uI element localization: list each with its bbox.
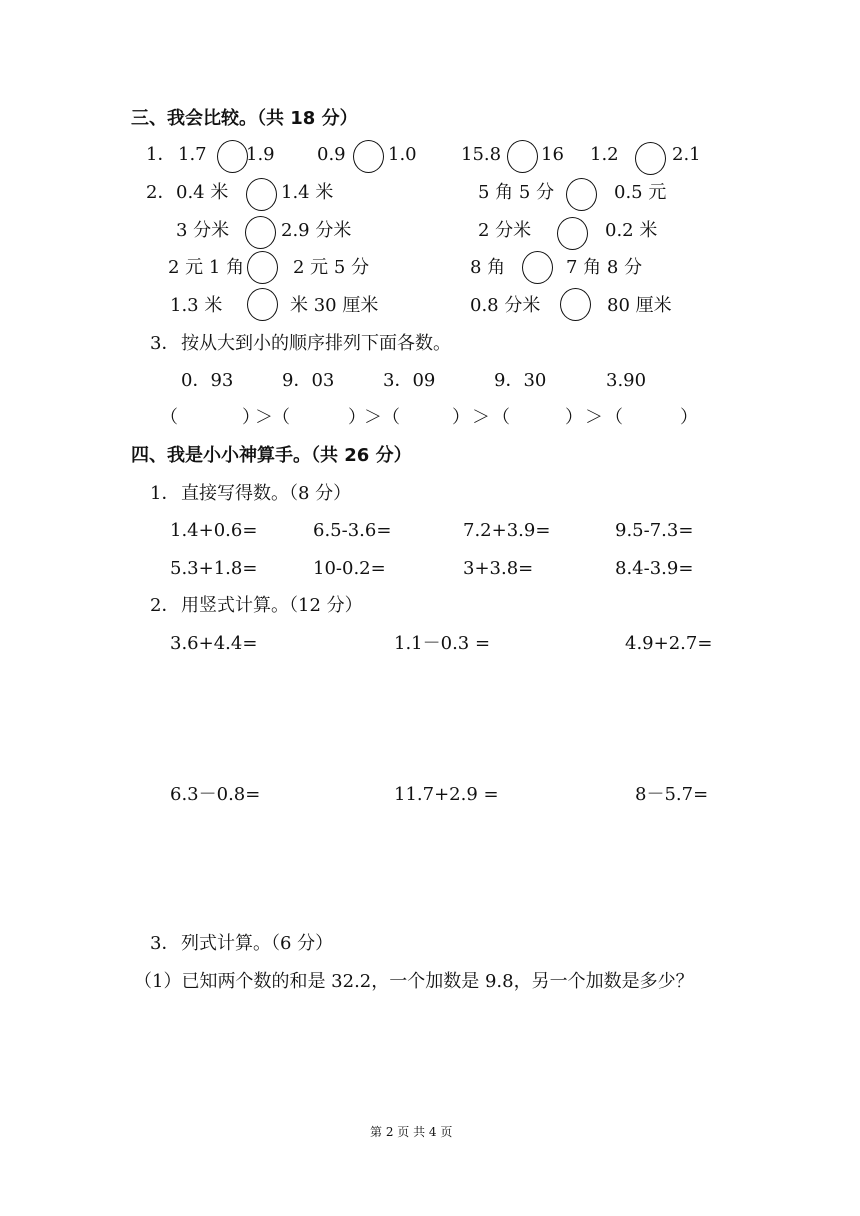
q2-r4-b-right: 80 厘米 bbox=[607, 295, 672, 316]
q2-r2-b-left: 2 分米 bbox=[478, 220, 532, 241]
blank-close: ） bbox=[565, 407, 583, 428]
number-item: 3．09 bbox=[383, 370, 436, 391]
s4-q3-prompt: 列式计算。（6 分） bbox=[181, 933, 334, 954]
blank-close: ） bbox=[452, 407, 470, 428]
s4-q3-label: 3． bbox=[150, 933, 180, 954]
vertical-calc-item: 11.7+2.9 = bbox=[394, 784, 499, 805]
mental-math-item: 10-0.2= bbox=[313, 558, 386, 579]
number-item: 0．93 bbox=[181, 370, 234, 391]
number-item: 9．03 bbox=[282, 370, 335, 391]
compare-circle[interactable] bbox=[522, 251, 553, 284]
vertical-calc-item: 6.3－0.8= bbox=[170, 784, 261, 805]
compare-circle[interactable] bbox=[246, 178, 277, 211]
q2-r4-a-left: 1.3 米 bbox=[170, 295, 223, 316]
q1-item1-right: 1.9 bbox=[246, 144, 275, 165]
mental-math-item: 6.5-3.6= bbox=[313, 520, 392, 541]
page-footer: 第 2 页 共 4 页 bbox=[370, 1125, 453, 1139]
q2-r3-a-left: 2 元 1 角 bbox=[168, 257, 245, 278]
s4-q2-prompt: 用竖式计算。（12 分） bbox=[181, 595, 363, 616]
mental-math-item: 8.4-3.9= bbox=[615, 558, 694, 579]
q2-r3-b-right: 7 角 8 分 bbox=[566, 257, 643, 278]
section-3-title: 三、我会比较。（共 18 分） bbox=[131, 108, 358, 129]
q2-r2-a-left: 3 分米 bbox=[176, 220, 230, 241]
blank-open: （ bbox=[382, 407, 400, 428]
greater-than: ＞ bbox=[585, 407, 603, 428]
q2-r2-a-right: 2.9 分米 bbox=[281, 220, 352, 241]
q2-r1-a-right: 1.4 米 bbox=[281, 182, 334, 203]
q1-item2-left: 0.9 bbox=[317, 144, 346, 165]
mental-math-item: 9.5-7.3= bbox=[615, 520, 694, 541]
blank-close: ） bbox=[242, 407, 260, 428]
q1-label: 1． bbox=[146, 144, 176, 165]
q2-r3-b-left: 8 角 bbox=[470, 257, 506, 278]
q1-item1-left: 1.7 bbox=[178, 144, 207, 165]
q2-r4-b-left: 0.8 分米 bbox=[470, 295, 541, 316]
blank-open: （ bbox=[605, 407, 623, 428]
q2-r1-b-left: 5 角 5 分 bbox=[478, 182, 555, 203]
blank-open: （ bbox=[272, 407, 290, 428]
mental-math-item: 1.4+0.6= bbox=[170, 520, 258, 541]
compare-circle[interactable] bbox=[560, 288, 591, 321]
vertical-calc-item: 3.6+4.4= bbox=[170, 633, 258, 654]
compare-circle[interactable] bbox=[245, 216, 276, 249]
vertical-calc-item: 4.9+2.7= bbox=[625, 633, 713, 654]
q2-r1-a-left: 0.4 米 bbox=[176, 182, 229, 203]
s4-q1-prompt: 直接写得数。（8 分） bbox=[181, 483, 352, 504]
compare-circle[interactable] bbox=[566, 178, 597, 211]
q2-r3-a-right: 2 元 5 分 bbox=[293, 257, 370, 278]
vertical-calc-item: 1.1－0.3 = bbox=[394, 633, 491, 654]
mental-math-item: 5.3+1.8= bbox=[170, 558, 258, 579]
greater-than: ＞ bbox=[364, 407, 382, 428]
section-4-title: 四、我是小小神算手。（共 26 分） bbox=[131, 445, 412, 466]
q1-item2-right: 1.0 bbox=[388, 144, 417, 165]
blank-close: ） bbox=[348, 407, 366, 428]
mental-math-item: 3+3.8= bbox=[463, 558, 534, 579]
q1-item3-right: 16 bbox=[541, 144, 564, 165]
word-problem-1: （1）已知两个数的和是 32.2，一个加数是 9.8，另一个加数是多少？ bbox=[134, 971, 694, 992]
compare-circle[interactable] bbox=[507, 140, 538, 173]
q2-r1-b-right: 0.5 元 bbox=[614, 182, 667, 203]
q1-item3-left: 15.8 bbox=[461, 144, 502, 165]
number-item: 9．30 bbox=[494, 370, 547, 391]
compare-circle[interactable] bbox=[217, 140, 248, 173]
vertical-calc-item: 8－5.7= bbox=[635, 784, 709, 805]
q1-item4-right: 2.1 bbox=[672, 144, 701, 165]
q3-label: 3． bbox=[150, 333, 180, 354]
blank-open: （ bbox=[492, 407, 510, 428]
q3-prompt: 按从大到小的顺序排列下面各数。 bbox=[181, 333, 451, 354]
greater-than: ＞ bbox=[472, 407, 490, 428]
compare-circle[interactable] bbox=[247, 251, 278, 284]
s4-q1-label: 1． bbox=[150, 483, 180, 504]
blank-close: ） bbox=[680, 407, 698, 428]
compare-circle[interactable] bbox=[247, 288, 278, 321]
compare-circle[interactable] bbox=[353, 140, 384, 173]
greater-than: ＞ bbox=[255, 407, 273, 428]
s4-q2-label: 2． bbox=[150, 595, 180, 616]
blank-open: （ bbox=[160, 407, 178, 428]
q2-r4-a-right: 米 30 厘米 bbox=[290, 295, 379, 316]
compare-circle[interactable] bbox=[557, 217, 588, 250]
number-item: 3.90 bbox=[606, 370, 647, 391]
q1-item4-left: 1.2 bbox=[590, 144, 619, 165]
mental-math-item: 7.2+3.9= bbox=[463, 520, 551, 541]
q2-label: 2． bbox=[146, 182, 176, 203]
q2-r2-b-right: 0.2 米 bbox=[605, 220, 658, 241]
compare-circle[interactable] bbox=[635, 142, 666, 175]
